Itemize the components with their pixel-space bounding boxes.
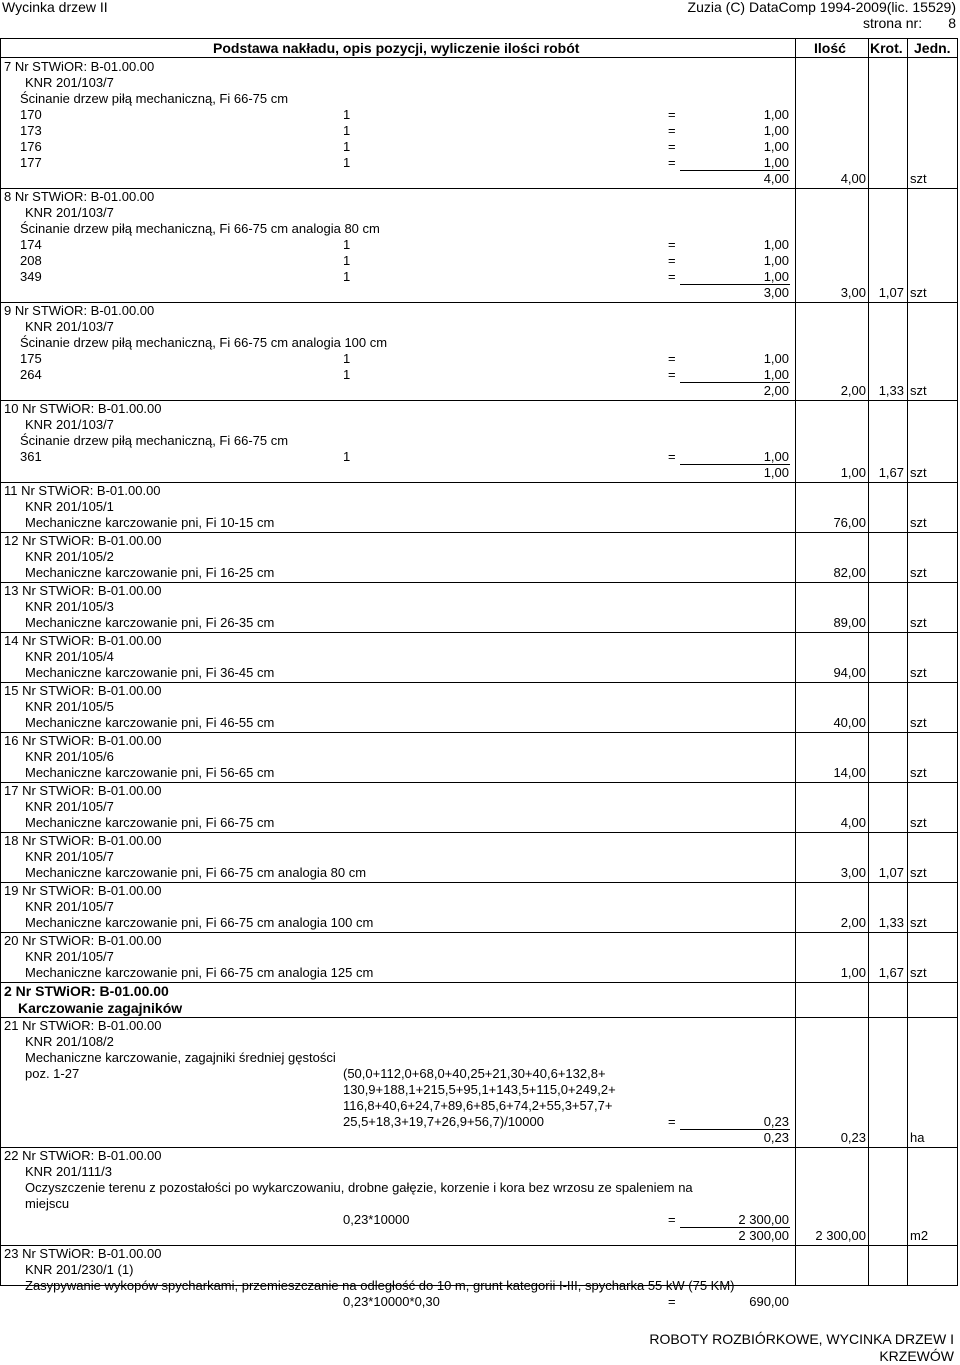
position-knr: KNR 201/111/3: [25, 1164, 112, 1179]
position-krot: 1,33: [878, 915, 904, 930]
position-sum: 4,00: [763, 171, 789, 186]
col-divider-unit: [907, 38, 908, 1286]
calc-eq: =: [668, 107, 676, 122]
position-code: 21 Nr STWiOR: B-01.00.00: [4, 1018, 162, 1033]
calc-count: 1: [343, 449, 351, 464]
position-description: Ścinanie drzew piłą mechaniczną, Fi 66-75 cm analogia 100 cm: [20, 335, 388, 350]
calc-id: 173: [20, 123, 42, 138]
position-knr: KNR 201/108/2: [25, 1034, 114, 1049]
calc-id: 177: [20, 155, 42, 170]
position-sum: 0,23: [763, 1130, 789, 1145]
position-qty: 3,00: [840, 285, 866, 300]
position-unit: szt: [910, 615, 927, 630]
calc-eq: =: [668, 269, 676, 284]
position-knr: KNR 201/105/5: [25, 699, 114, 714]
position-qty: 82,00: [833, 565, 866, 580]
position-krot: 1,67: [878, 965, 904, 980]
section-code: 2 Nr STWiOR: B-01.00.00: [4, 983, 169, 999]
position-code: 17 Nr STWiOR: B-01.00.00: [4, 783, 162, 798]
calc-value: 690,00: [749, 1294, 789, 1309]
calc-count: 1: [343, 367, 351, 382]
copyright: Zuzia (C) DataComp 1994-2009(lic. 15529): [687, 0, 956, 15]
page-indicator: [688, 15, 956, 31]
position-unit: szt: [910, 965, 927, 980]
position-knr: KNR 201/230/1 (1): [25, 1262, 134, 1277]
calc-eq: =: [668, 1212, 676, 1227]
header-unit: Jedn.: [914, 40, 951, 56]
app-title: Wycinka drzew II: [2, 0, 108, 15]
position-code: 13 Nr STWiOR: B-01.00.00: [4, 583, 162, 598]
position-krot: 1,33: [878, 383, 904, 398]
col-divider-qty: [795, 38, 796, 1286]
position-code: 15 Nr STWiOR: B-01.00.00: [4, 683, 162, 698]
position-unit: ha: [910, 1130, 925, 1145]
position-knr: KNR 201/103/7: [25, 205, 114, 220]
header-qty: Ilość: [814, 40, 846, 56]
calc-count: 1: [343, 107, 351, 122]
position-krot: 1,07: [878, 285, 904, 300]
position-unit: szt: [910, 383, 927, 398]
position-unit: szt: [910, 815, 927, 830]
formula-line: 25,5+18,3+19,7+26,9+56,7)/10000: [343, 1114, 544, 1129]
position-unit: szt: [910, 715, 927, 730]
position-code: 7 Nr STWiOR: B-01.00.00: [4, 59, 155, 74]
calc-eq: =: [668, 237, 676, 252]
position-unit: szt: [910, 665, 927, 680]
position-knr: KNR 201/103/7: [25, 319, 114, 334]
position-description: Mechaniczne karczowanie pni, Fi 46-55 cm: [25, 715, 275, 730]
calc-value: 1,00: [763, 351, 789, 366]
calc-id: 170: [20, 107, 42, 122]
position-code: 20 Nr STWiOR: B-01.00.00: [4, 933, 162, 948]
position-qty: 1,00: [840, 965, 866, 980]
position-unit: szt: [910, 765, 927, 780]
position-krot: 1,67: [878, 465, 904, 480]
position-qty: 94,00: [833, 665, 866, 680]
page-label: strona nr:: [862, 15, 923, 31]
calc-value: 1,00: [763, 123, 789, 138]
position-description: Mechaniczne karczowanie pni, Fi 66-75 cm: [25, 815, 275, 830]
calc-eq: =: [668, 155, 676, 170]
calc-id: 208: [20, 253, 42, 268]
position-description: Mechaniczne karczowanie pni, Fi 66-75 cm analogia 125 cm: [25, 965, 374, 980]
calc-id: 361: [20, 449, 42, 464]
position-description: Oczyszczenie terenu z pozostałości po wykarczowaniu, drobne gałęzie, korzenie i kora bez wrzosu ze spaleniem na: [25, 1180, 693, 1195]
calc-eq: =: [668, 139, 676, 154]
calc-value: 1,00: [763, 107, 789, 122]
position-code: 9 Nr STWiOR: B-01.00.00: [4, 303, 155, 318]
position-description: Ścinanie drzew piłą mechaniczną, Fi 66-75 cm analogia 80 cm: [20, 221, 380, 236]
position-qty: 14,00: [833, 765, 866, 780]
calc-eq: =: [668, 1114, 676, 1129]
position-knr: KNR 201/105/1: [25, 499, 114, 514]
position-knr: KNR 201/105/7: [25, 949, 114, 964]
position-description: Mechaniczne karczowanie, zagajniki średniej gęstości: [25, 1050, 336, 1065]
footer-line-1: ROBOTY ROZBIÓRKOWE, WYCINKA DRZEW I: [649, 1331, 954, 1347]
position-qty: 2 300,00: [815, 1228, 866, 1243]
position-unit: szt: [910, 285, 927, 300]
position-knr: KNR 201/105/7: [25, 799, 114, 814]
footer-line-2: KRZEWÓW: [879, 1348, 954, 1364]
position-sum: 2 300,00: [738, 1228, 789, 1243]
calc-count: 1: [343, 269, 351, 284]
position-sum: 3,00: [763, 285, 789, 300]
section-title: Karczowanie zagajników: [18, 1000, 183, 1016]
position-code: 8 Nr STWiOR: B-01.00.00: [4, 189, 155, 204]
calc-value: 1,00: [763, 253, 789, 268]
position-qty: 3,00: [840, 865, 866, 880]
formula-label: poz. 1-27: [25, 1066, 80, 1081]
position-code: 12 Nr STWiOR: B-01.00.00: [4, 533, 162, 548]
formula-line: 0,23*10000: [343, 1212, 410, 1227]
position-description: Ścinanie drzew piłą mechaniczną, Fi 66-75 cm: [20, 433, 289, 448]
position-description: Mechaniczne karczowanie pni, Fi 66-75 cm analogia 100 cm: [25, 915, 374, 930]
calc-eq: =: [668, 123, 676, 138]
table-header: [0, 38, 958, 58]
position-qty: 2,00: [840, 915, 866, 930]
position-unit: szt: [910, 865, 927, 880]
calc-eq: =: [668, 1294, 676, 1309]
position-qty: 40,00: [833, 715, 866, 730]
position-qty: 4,00: [840, 171, 866, 186]
position-qty: 4,00: [840, 815, 866, 830]
position-qty: 76,00: [833, 515, 866, 530]
position-description: Mechaniczne karczowanie pni, Fi 66-75 cm analogia 80 cm: [25, 865, 367, 880]
calc-id: 349: [20, 269, 42, 284]
page-footer: [649, 1331, 954, 1365]
position-knr: KNR 201/105/4: [25, 649, 114, 664]
position-unit: m2: [910, 1228, 929, 1243]
position-qty: 0,23: [840, 1130, 866, 1145]
calc-value: 1,00: [763, 155, 789, 170]
calc-eq: =: [668, 367, 676, 382]
position-description: Mechaniczne karczowanie pni, Fi 10-15 cm: [25, 515, 275, 530]
calc-value: 1,00: [763, 449, 789, 464]
page-number: 8: [948, 15, 956, 31]
position-description: Mechaniczne karczowanie pni, Fi 36-45 cm: [25, 665, 275, 680]
calc-value: 2 300,00: [738, 1212, 789, 1227]
header-krot: Krot.: [870, 40, 903, 56]
position-code: 14 Nr STWiOR: B-01.00.00: [4, 633, 162, 648]
position-description-cont: miejscu: [25, 1196, 70, 1211]
formula-line: (50,0+112,0+68,0+40,25+21,30+40,6+132,8+: [343, 1066, 606, 1081]
position-qty: 89,00: [833, 615, 866, 630]
position-knr: KNR 201/105/6: [25, 749, 114, 764]
position-unit: szt: [910, 515, 927, 530]
position-code: 23 Nr STWiOR: B-01.00.00: [4, 1246, 162, 1261]
position-krot: 1,07: [878, 865, 904, 880]
header-description: Podstawa nakładu, opis pozycji, wyliczenie ilości robót: [213, 40, 580, 56]
calc-value: 1,00: [763, 367, 789, 382]
position-code: 10 Nr STWiOR: B-01.00.00: [4, 401, 162, 416]
calc-count: 1: [343, 237, 351, 252]
formula-line: 116,8+40,6+24,7+89,6+85,6+74,2+55,3+57,7+: [343, 1098, 613, 1113]
position-description: Mechaniczne karczowanie pni, Fi 16-25 cm: [25, 565, 275, 580]
calc-count: 1: [343, 253, 351, 268]
col-divider-krot: [868, 38, 869, 1286]
position-code: 18 Nr STWiOR: B-01.00.00: [4, 833, 162, 848]
position-description: Ścinanie drzew piłą mechaniczną, Fi 66-75 cm: [20, 91, 289, 106]
position-sum: 1,00: [763, 465, 789, 480]
position-knr: KNR 201/105/7: [25, 899, 114, 914]
calc-eq: =: [668, 253, 676, 268]
calc-id: 175: [20, 351, 42, 366]
position-knr: KNR 201/103/7: [25, 75, 114, 90]
calc-count: 1: [343, 155, 351, 170]
position-unit: szt: [910, 465, 927, 480]
position-unit: szt: [910, 565, 927, 580]
calc-value: 1,00: [763, 237, 789, 252]
position-knr: KNR 201/105/3: [25, 599, 114, 614]
position-code: 22 Nr STWiOR: B-01.00.00: [4, 1148, 162, 1163]
calc-count: 1: [343, 139, 351, 154]
position-knr: KNR 201/105/7: [25, 849, 114, 864]
calc-id: 264: [20, 367, 42, 382]
calc-count: 1: [343, 351, 351, 366]
calc-id: 176: [20, 139, 42, 154]
calc-eq: =: [668, 351, 676, 366]
position-code: 16 Nr STWiOR: B-01.00.00: [4, 733, 162, 748]
position-description: Zasypywanie wykopów spycharkami, przemieszczanie na odległość do 10 m, grunt kategorii I-III, spycharka 55 kW (75 KM): [25, 1278, 735, 1293]
position-sum: 2,00: [763, 383, 789, 398]
position-qty: 1,00: [840, 465, 866, 480]
calc-value: 0,23: [763, 1114, 789, 1129]
calc-eq: =: [668, 449, 676, 464]
calc-value: 1,00: [763, 139, 789, 154]
calc-value: 1,00: [763, 269, 789, 284]
position-description: Mechaniczne karczowanie pni, Fi 26-35 cm: [25, 615, 275, 630]
position-code: 19 Nr STWiOR: B-01.00.00: [4, 883, 162, 898]
position-knr: KNR 201/103/7: [25, 417, 114, 432]
formula-line: 0,23*10000*0,30: [343, 1294, 440, 1309]
position-description: Mechaniczne karczowanie pni, Fi 56-65 cm: [25, 765, 275, 780]
position-knr: KNR 201/105/2: [25, 549, 114, 564]
position-unit: szt: [910, 171, 927, 186]
formula-line: 130,9+188,1+215,5+95,1+143,5+115,0+249,2+: [343, 1082, 616, 1097]
calc-count: 1: [343, 123, 351, 138]
position-qty: 2,00: [840, 383, 866, 398]
position-unit: szt: [910, 915, 927, 930]
calc-id: 174: [20, 237, 42, 252]
position-code: 11 Nr STWiOR: B-01.00.00: [4, 483, 161, 498]
page-header-right: [688, 0, 956, 31]
